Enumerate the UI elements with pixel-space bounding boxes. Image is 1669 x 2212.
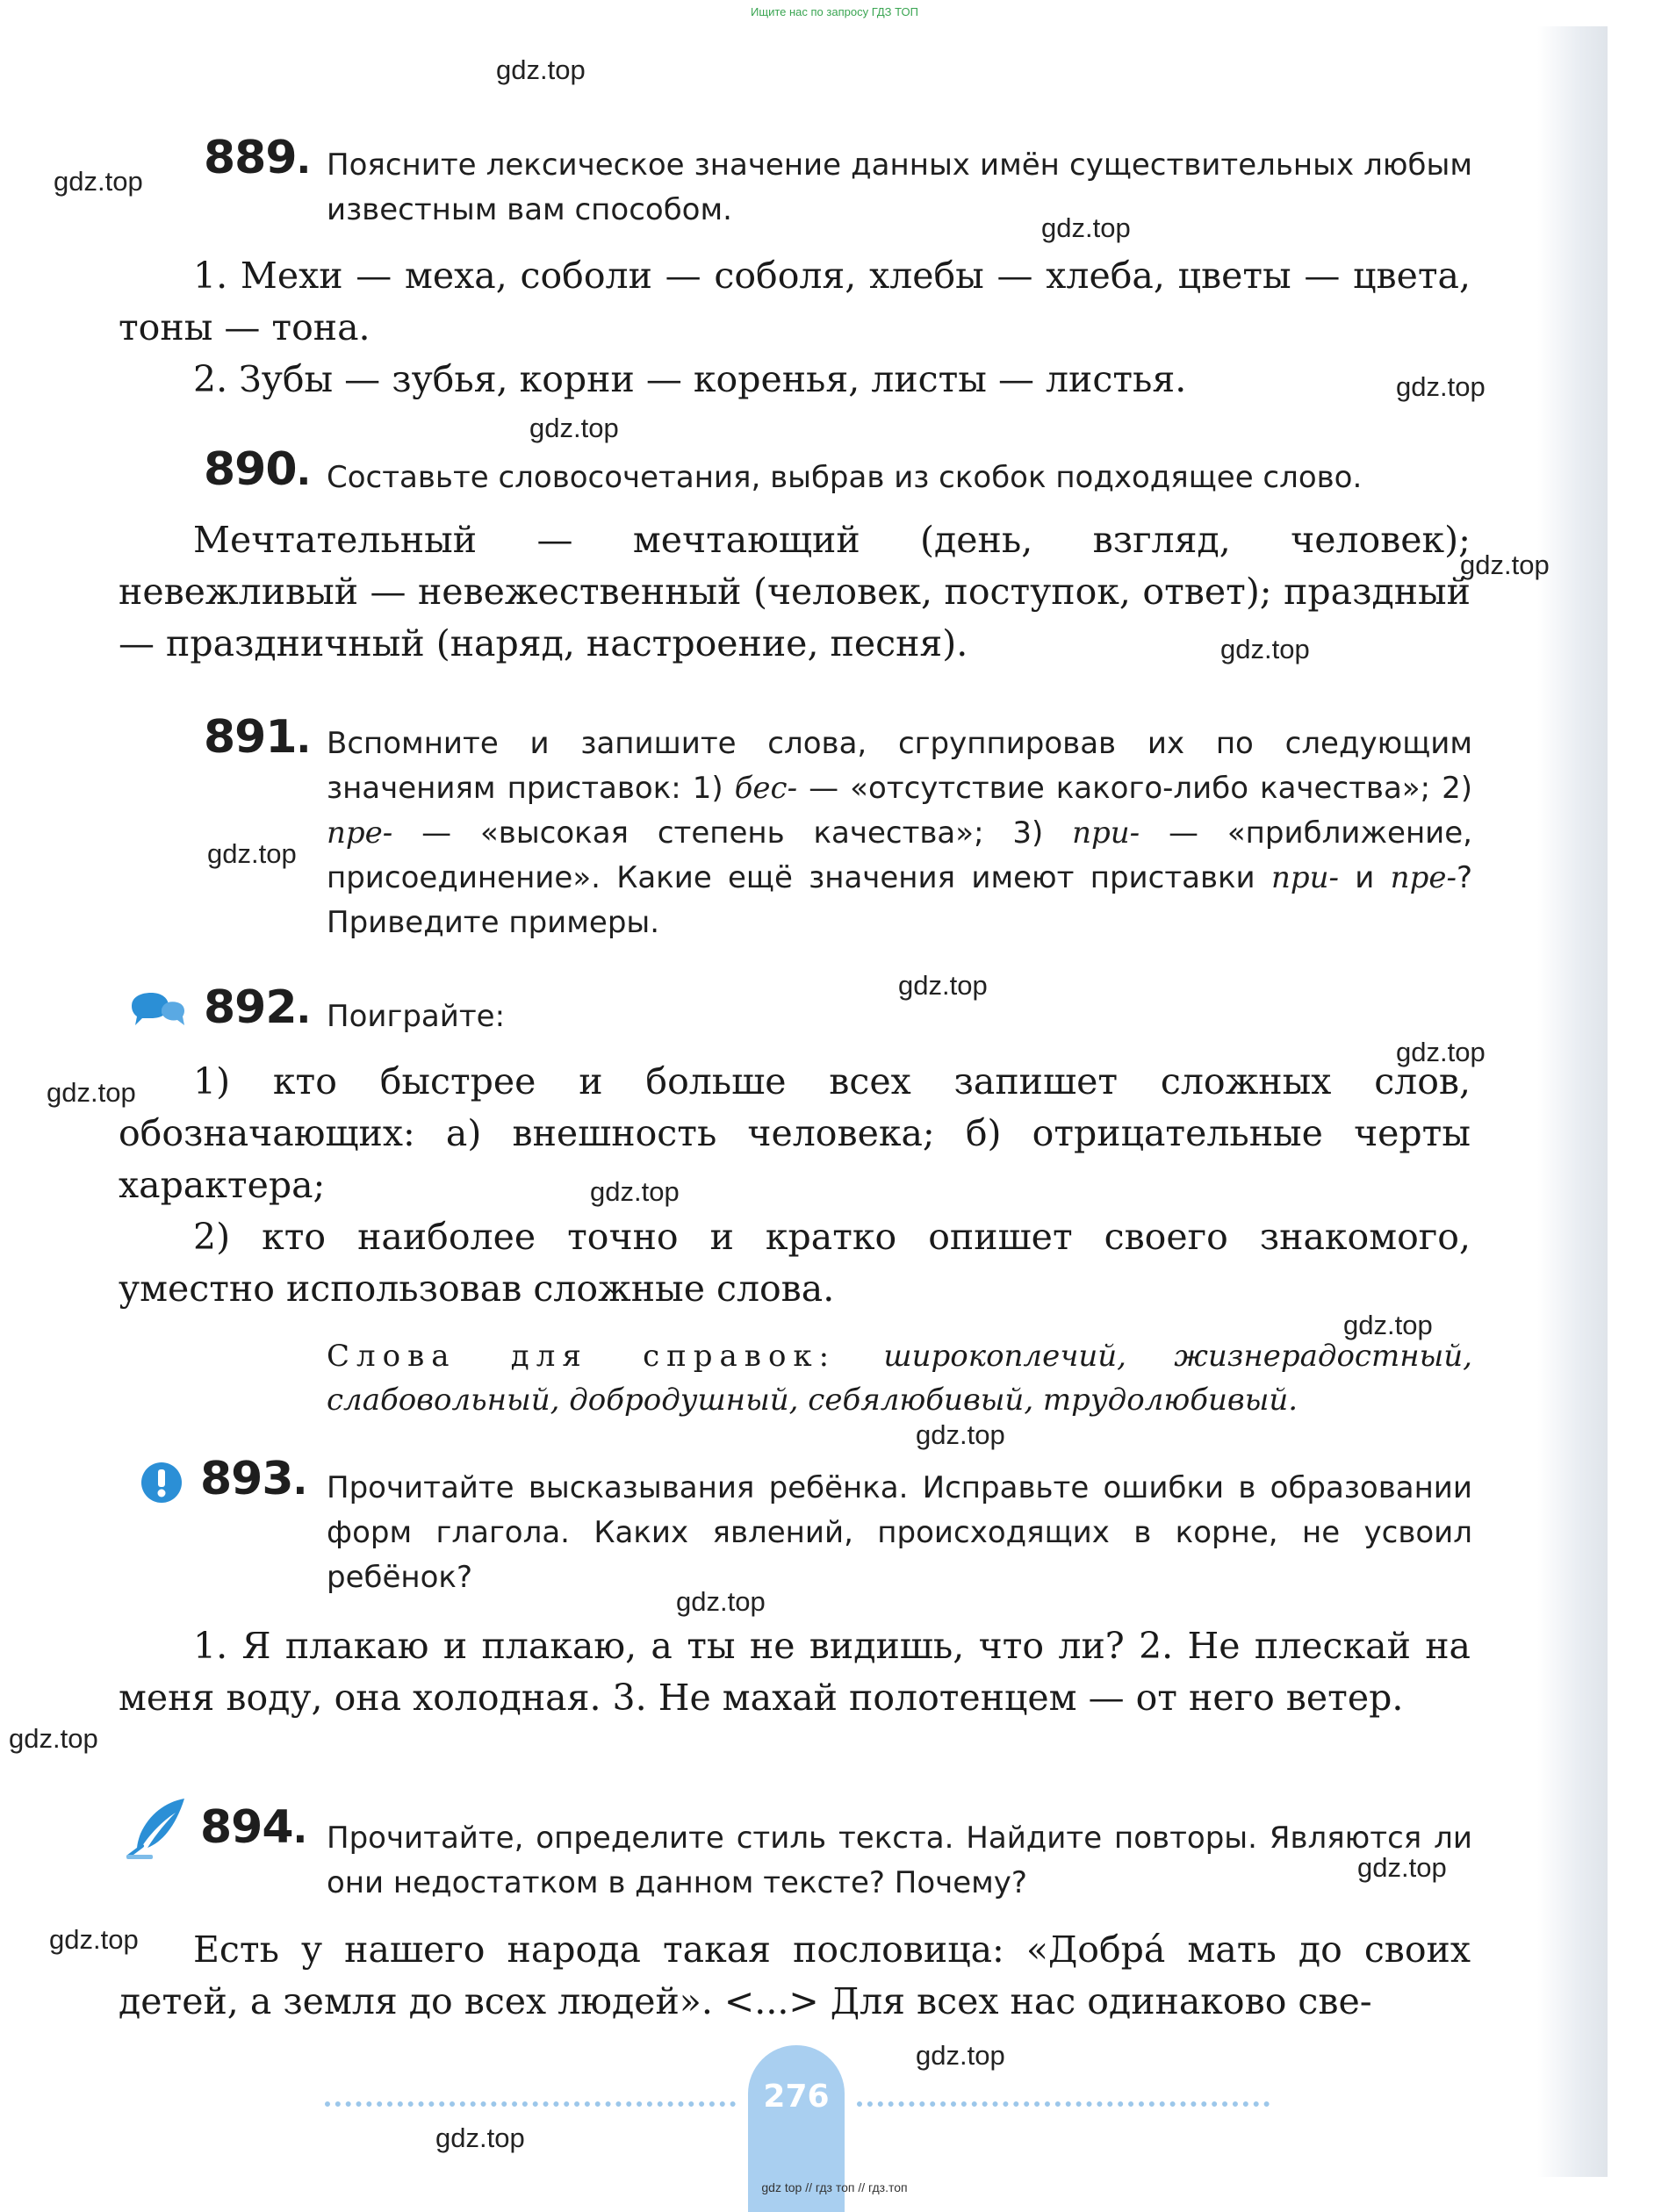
task-894-text [119,1924,1471,2028]
task-number-889: 889. [204,132,311,184]
prefix: пре- [1390,860,1457,895]
watermark: gdz.top [1220,634,1310,664]
footer-dotted-line [325,2101,736,2107]
watermark: gdz.top [47,1077,136,1108]
watermark: gdz.top [1460,549,1550,580]
page-number: 276 [763,2079,830,2115]
task-890-prompt: Составьте словосочетания, выбрав из скобок подходящее слово. [327,460,1363,495]
watermark: gdz.top [916,2040,1005,2071]
watermark: gdz.top [1396,1037,1486,1067]
task-892-prompt: Поиграйте: [327,999,506,1034]
reference-words: широкоплечий, жизнерадостный, слабовольный, добродушный, себялюбивый, трудолюбивый. [327,1339,1472,1418]
task-890-answer [119,514,1471,670]
game-item: 2) кто наиболее точно и кратко опишет своего знакомого, уместно использовав сложные слова. [119,1216,1471,1310]
game-item: 1) кто быстрее и больше всех запишет сложных слов, обозначающих: а) внешность человека; б) отрицательные черты характера; [119,1060,1471,1206]
answer-line: 2. Зубы — зубья, корни — коренья, листы — листья. [193,358,1187,400]
child-sentences: 1. Я плакаю и плакаю, а ты не видишь, что ли? 2. Не плескай на меня воду, она холодная. 3. Не махай полотенцем — от него ветер. [119,1625,1471,1719]
task-893-prompt: Прочитайте высказывания ребёнка. Исправьте ошибки в образовании форм глагола. Каких явлений, происходящих в корне, не усвоил ребёнок? [327,1470,1472,1595]
task-894-prompt: Прочитайте, определите стиль текста. Найдите повторы. Являются ли они недостатком в данном тексте? Почему? [327,1821,1472,1900]
prefix: бес- [734,771,798,806]
watermark: gdz.top [49,1924,139,1955]
watermark: gdz.top [529,413,619,443]
watermark: gdz.top [1343,1310,1433,1340]
task-893-text [119,1620,1471,1724]
footer-note: gdz top // гдз топ // гдз.топ [761,2180,908,2194]
quill-pen-icon [123,1795,190,1866]
task-number-891: 891. [204,711,311,764]
prefix: пре- [327,815,393,851]
task-number-894: 894. [200,1801,307,1854]
prefix: при- [1270,860,1339,895]
proverb-text: Есть у нашего народа такая пословица: «Добрá мать до своих детей, а земля до всех людей». <...> Для всех нас одинаково све- [119,1928,1471,2022]
watermark: gdz.top [916,1419,1005,1450]
watermark: gdz.top [676,1586,766,1617]
task-number-892: 892. [204,981,311,1034]
watermark: gdz.top [1357,1852,1447,1883]
chat-bubbles-icon [128,990,188,1038]
task-892-reference [327,1334,1472,1422]
task-number-893: 893. [200,1453,307,1505]
task-891-prompt: Вспомните и запишите слова, сгруппировав их по следующим значениям приставок: 1) бес- — «отсутствие какого-либо качества»; 2) пре- — «высокая степень качества»; 3) при- — «приближение, присоединение». Какие ещё значения имеют приставки при- и пре-? Приведите примеры. [327,726,1472,940]
watermark: gdz.top [435,2122,525,2153]
watermark: gdz.top [207,838,297,869]
prefix: при- [1072,815,1140,851]
answer-text: Мечтательный — мечтающий (день, взгляд, человек); невежливый — невежественный (человек, поступок, ответ); праздный — праздничный (наряд, настроение, песня). [119,519,1471,664]
watermark: gdz.top [1041,212,1131,243]
task-892-items [119,1056,1471,1315]
watermark: gdz.top [1396,371,1486,402]
task-number-890: 890. [204,443,311,496]
header-note: Ищите нас по запросу ГДЗ ТОП [751,5,918,18]
watermark: gdz.top [54,166,143,197]
footer-dotted-line [857,2101,1270,2107]
watermark: gdz.top [898,970,988,1001]
page-edge-shadow [1537,26,1608,2177]
answer-line: 1. Мехи — меха, соболи — соболя, хлебы — хлеба, цветы — цвета, тоны — тона. [119,255,1471,348]
watermark: gdz.top [496,54,586,85]
reference-label: Слова для справок: [327,1339,837,1374]
task-889-answer [119,250,1471,406]
task-889-prompt: Поясните лексическое значение данных имён существительных любым известным вам способом. [327,147,1472,227]
exclamation-icon [140,1462,183,1508]
watermark: gdz.top [9,1723,98,1754]
watermark: gdz.top [590,1176,680,1207]
